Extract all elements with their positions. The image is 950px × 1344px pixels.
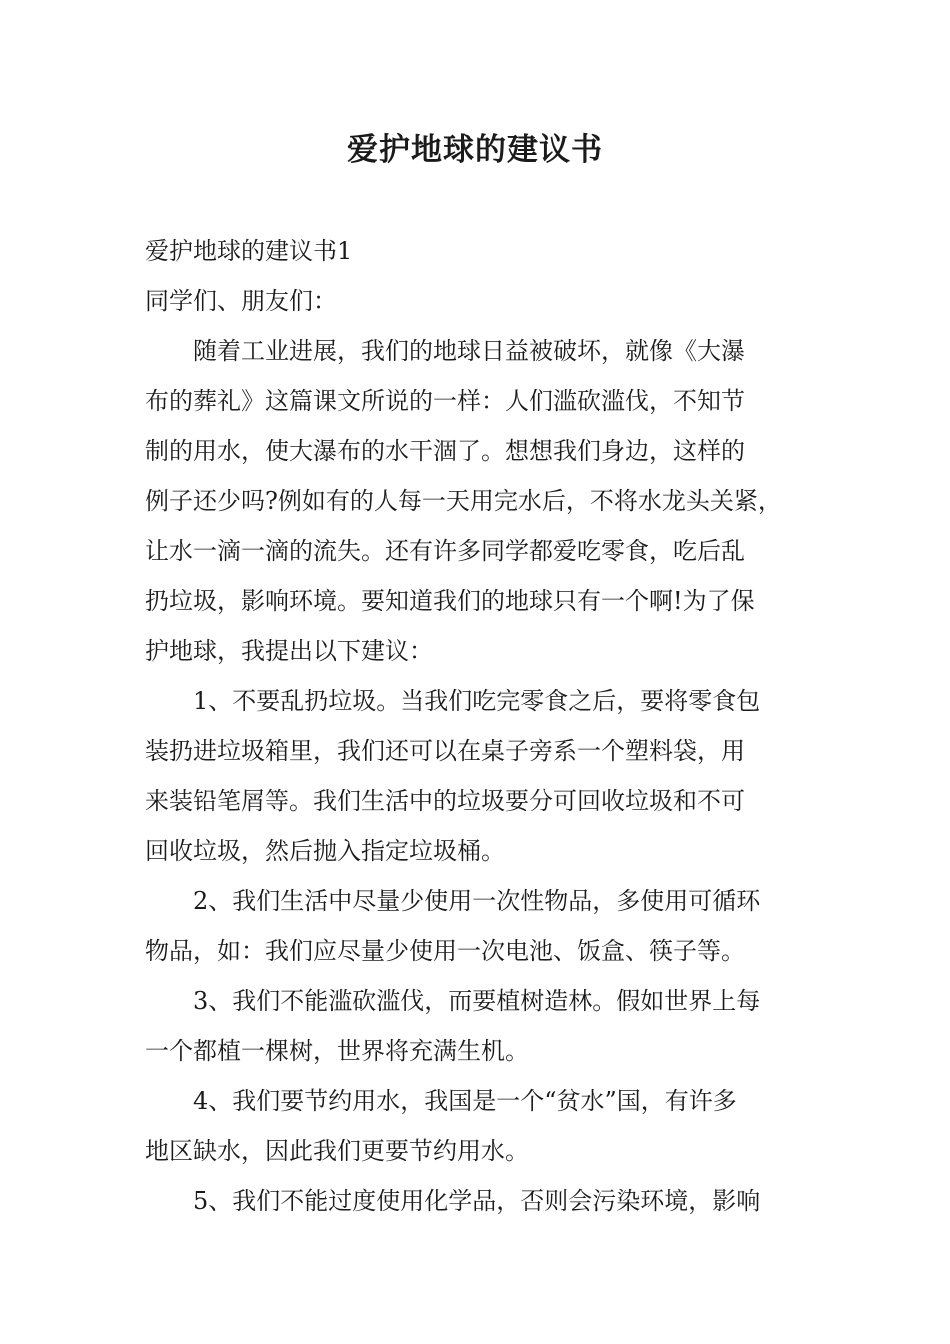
text-line: 一个都植一棵树，世界将充满生机。 <box>145 1037 529 1065</box>
text-line: 回收垃圾，然后抛入指定垃圾桶。 <box>145 837 505 865</box>
document-body <box>145 226 815 1226</box>
text-line: 爱护地球的建议书1 <box>145 237 353 265</box>
text-line: 3、我们不能滥砍滥伐，而要植树造林。假如世界上每 <box>193 987 761 1015</box>
text-line: 5、我们不能过度使用化学品，否则会污染环境，影响 <box>193 1187 761 1215</box>
text-line: 来装铅笔屑等。我们生活中的垃圾要分可回收垃圾和不可 <box>145 787 745 815</box>
text-line: 4、我们要节约用水，我国是一个“贫水”国，有许多 <box>193 1087 737 1115</box>
text-line: 例子还少吗?例如有的人每一天用完水后，不将水龙头关紧， <box>145 487 782 515</box>
text-line: 地区缺水，因此我们更要节约用水。 <box>145 1137 529 1165</box>
text-line: 1、不要乱扔垃圾。当我们吃完零食之后，要将零食包 <box>193 687 761 715</box>
document-title: 爱护地球的建议书 <box>347 132 603 168</box>
text-line: 同学们、朋友们： <box>145 287 337 315</box>
text-line: 2、我们生活中尽量少使用一次性物品，多使用可循环 <box>193 887 761 915</box>
text-line: 扔垃圾，影响环境。要知道我们的地球只有一个啊!为了保 <box>145 587 755 615</box>
text-line: 随着工业进展，我们的地球日益被破坏，就像《大瀑 <box>193 337 745 365</box>
text-line: 护地球，我提出以下建议： <box>145 637 433 665</box>
text-line: 布的葬礼》这篇课文所说的一样：人们滥砍滥伐，不知节 <box>145 387 745 415</box>
text-line: 装扔进垃圾箱里，我们还可以在桌子旁系一个塑料袋，用 <box>145 737 745 765</box>
text-line: 制的用水，使大瀑布的水干涸了。想想我们身边，这样的 <box>145 437 745 465</box>
text-line: 物品，如：我们应尽量少使用一次电池、饭盒、筷子等。 <box>145 937 745 965</box>
text-line: 让水一滴一滴的流失。还有许多同学都爱吃零食，吃后乱 <box>145 537 745 565</box>
